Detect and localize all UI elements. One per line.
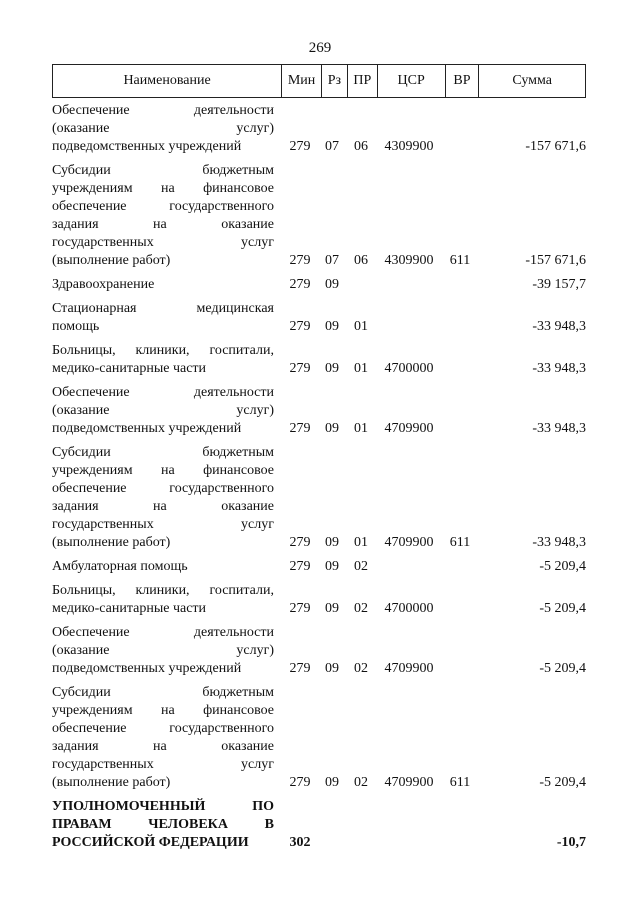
cell-vr: [442, 660, 478, 678]
page-number: 269: [308, 40, 332, 56]
row-name-line: Субсидии бюджетным: [52, 445, 274, 460]
row-codes: [274, 534, 586, 552]
row-name: [52, 102, 274, 156]
cell-rz: 09: [325, 361, 339, 376]
row-name-line: задания на оказание: [52, 739, 274, 754]
row-name-line: Амбулаторная помощь: [52, 559, 188, 574]
row-name-line: подведомственных учреждений: [52, 421, 242, 436]
row-name-line: медико-санитарные части: [52, 361, 207, 376]
row-name: [52, 558, 274, 576]
row-codes: [274, 276, 586, 294]
cell-pr: [346, 834, 376, 852]
cell-rz: 09: [325, 319, 339, 334]
cell-min: 279: [289, 421, 311, 436]
table-row: [52, 798, 586, 852]
cell-vr: [442, 420, 478, 438]
row-name-line: ПРАВАМ ЧЕЛОВЕКА В: [52, 817, 274, 832]
row-name-line: учреждениям на финансовое: [52, 181, 274, 196]
cell-pr: 06: [354, 139, 368, 154]
row-name-line: задания на оказание: [52, 499, 274, 514]
row-name-line: УПОЛНОМОЧЕННЫЙ ПО: [52, 799, 274, 814]
cell-sum: -5 209,4: [539, 559, 586, 574]
cell-sum: -157 671,6: [525, 253, 586, 268]
cell-rz: 09: [325, 277, 339, 292]
row-codes: [274, 420, 586, 438]
cell-csr: 4709900: [384, 775, 434, 790]
row-name: [52, 444, 274, 552]
row-name-line: Больницы, клиники, госпитали,: [52, 583, 274, 598]
cell-vr: [442, 558, 478, 576]
cell-csr: 4709900: [384, 535, 434, 550]
cell-rz: 09: [325, 535, 339, 550]
cell-vr: [442, 276, 478, 294]
row-name-line: обеспечение государственного: [52, 481, 274, 496]
row-codes: [274, 600, 586, 618]
row-name-line: учреждениям на финансовое: [52, 703, 274, 718]
table-row: [52, 684, 586, 792]
cell-rz: 09: [325, 601, 339, 616]
cell-csr: [376, 834, 442, 852]
cell-min: 279: [289, 277, 311, 292]
cell-csr: 4700000: [384, 601, 434, 616]
row-name-line: государственных услуг: [52, 235, 274, 250]
cell-csr: 4309900: [384, 139, 434, 154]
cell-sum: -5 209,4: [539, 601, 586, 616]
cell-sum: -33 948,3: [532, 361, 586, 376]
cell-min: 279: [289, 139, 311, 154]
cell-pr: 02: [354, 775, 368, 790]
cell-rz: 07: [325, 139, 339, 154]
cell-pr: [346, 276, 376, 294]
cell-csr: [376, 276, 442, 294]
row-name-line: государственных услуг: [52, 517, 274, 532]
table-row: [52, 624, 586, 678]
row-name-line: (оказание услуг): [52, 643, 274, 658]
cell-vr: [442, 600, 478, 618]
cell-min: 279: [289, 559, 311, 574]
row-name-line: учреждениям на финансовое: [52, 463, 274, 478]
cell-vr: 611: [449, 253, 471, 268]
header-csr: ЦСР: [378, 65, 446, 97]
row-codes: [274, 252, 586, 270]
row-codes: [274, 834, 586, 852]
cell-sum: -39 157,7: [532, 277, 586, 292]
row-name: [52, 162, 274, 270]
cell-rz: 09: [325, 421, 339, 436]
cell-min: 279: [289, 361, 311, 376]
cell-csr: [376, 318, 442, 336]
cell-rz: 09: [325, 661, 339, 676]
table-row: [52, 276, 586, 294]
row-name-line: Здравоохранение: [52, 277, 155, 292]
row-name: [52, 582, 274, 618]
row-name: [52, 342, 274, 378]
cell-csr: 4309900: [384, 253, 434, 268]
row-name: [52, 300, 274, 336]
table-row: [52, 582, 586, 618]
row-name-line: Субсидии бюджетным: [52, 685, 274, 700]
row-name-line: (выполнение работ): [52, 775, 171, 790]
table-body: [52, 100, 586, 852]
cell-rz: 09: [325, 775, 339, 790]
cell-pr: 02: [354, 661, 368, 676]
row-name-line: обеспечение государственного: [52, 199, 274, 214]
cell-sum: -33 948,3: [532, 421, 586, 436]
cell-pr: 01: [354, 361, 368, 376]
cell-vr: 611: [449, 535, 471, 550]
row-name-line: Стационарная медицинская: [52, 301, 274, 316]
row-codes: [274, 558, 586, 576]
cell-sum: -33 948,3: [532, 535, 586, 550]
cell-rz: 07: [325, 253, 339, 268]
row-name: [52, 624, 274, 678]
cell-rz: 09: [325, 559, 339, 574]
cell-pr: 01: [354, 319, 368, 334]
cell-pr: 01: [354, 535, 368, 550]
cell-pr: 02: [354, 559, 368, 574]
cell-sum: -157 671,6: [525, 139, 586, 154]
table-row: [52, 444, 586, 552]
row-name: [52, 276, 274, 294]
table-row: [52, 558, 586, 576]
cell-sum: -5 209,4: [539, 775, 586, 790]
cell-sum: -5 209,4: [539, 661, 586, 676]
cell-min: 279: [289, 601, 311, 616]
row-name-line: Обеспечение деятельности: [52, 385, 274, 400]
row-name: [52, 684, 274, 792]
row-name-line: (выполнение работ): [52, 535, 171, 550]
row-codes: [274, 138, 586, 156]
header-rz: Рз: [322, 65, 348, 97]
row-codes: [274, 360, 586, 378]
row-name-line: подведомственных учреждений: [52, 661, 242, 676]
cell-csr: [376, 558, 442, 576]
table-row: [52, 384, 586, 438]
cell-min: 279: [289, 775, 311, 790]
row-name: [52, 798, 274, 852]
header-vr: ВР: [446, 65, 480, 97]
cell-sum: -33 948,3: [532, 319, 586, 334]
header-name: Наименование: [53, 65, 282, 97]
row-name-line: подведомственных учреждений: [52, 139, 242, 154]
row-codes: [274, 318, 586, 336]
cell-vr: 611: [449, 775, 471, 790]
row-name-line: Обеспечение деятельности: [52, 103, 274, 118]
cell-min: 302: [289, 835, 311, 850]
row-name-line: РОССИЙСКОЙ ФЕДЕРАЦИИ: [52, 835, 249, 850]
row-name-line: (выполнение работ): [52, 253, 171, 268]
cell-min: 279: [289, 661, 311, 676]
table-row: [52, 300, 586, 336]
cell-vr: [442, 360, 478, 378]
cell-min: 279: [289, 535, 311, 550]
row-name-line: задания на оказание: [52, 217, 274, 232]
cell-pr: 01: [354, 421, 368, 436]
row-name-line: медико-санитарные части: [52, 601, 207, 616]
cell-csr: 4709900: [384, 661, 434, 676]
cell-pr: 02: [354, 601, 368, 616]
cell-min: 279: [289, 319, 311, 334]
cell-csr: 4709900: [384, 421, 434, 436]
row-name-line: (оказание услуг): [52, 121, 274, 136]
cell-csr: 4700000: [384, 361, 434, 376]
row-name-line: обеспечение государственного: [52, 721, 274, 736]
table-row: [52, 102, 586, 156]
row-name: [52, 384, 274, 438]
header-min: Мин: [282, 65, 322, 97]
header-sum: Сумма: [512, 73, 553, 88]
row-name-line: государственных услуг: [52, 757, 274, 772]
row-name-line: Субсидии бюджетным: [52, 163, 274, 178]
row-codes: [274, 774, 586, 792]
table-row: [52, 342, 586, 378]
cell-min: 279: [289, 253, 311, 268]
cell-pr: 06: [354, 253, 368, 268]
row-name-line: помощь: [52, 319, 100, 334]
table-row: [52, 162, 586, 270]
cell-vr: [442, 138, 478, 156]
row-name-line: (оказание услуг): [52, 403, 274, 418]
header-pr: ПР: [348, 65, 378, 97]
cell-vr: [442, 834, 478, 852]
cell-vr: [442, 318, 478, 336]
table-header: [52, 64, 586, 98]
row-name-line: Обеспечение деятельности: [52, 625, 274, 640]
row-name-line: Больницы, клиники, госпитали,: [52, 343, 274, 358]
cell-sum: -10,7: [556, 835, 586, 850]
cell-rz: [318, 834, 346, 852]
row-codes: [274, 660, 586, 678]
